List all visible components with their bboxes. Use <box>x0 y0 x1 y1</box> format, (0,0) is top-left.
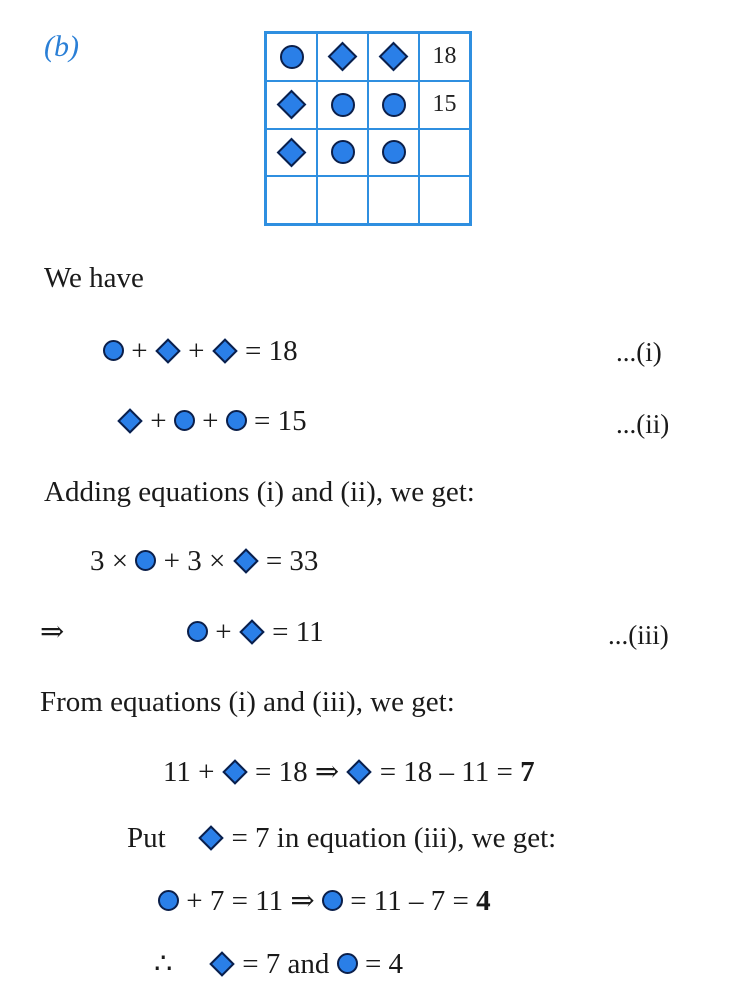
diamond-icon <box>117 408 142 433</box>
diamond-icon <box>198 825 223 850</box>
grid-sum: 18 <box>432 43 457 70</box>
equation-5 <box>163 754 535 790</box>
coefficient: 3 × <box>90 545 129 577</box>
put-text <box>127 820 556 856</box>
equation-6-answer: 4 <box>476 885 491 917</box>
circle-icon <box>280 45 304 69</box>
equation-2-tag: ...(ii) <box>616 409 670 439</box>
from-text: From equations (i) and (iii), we get: <box>40 686 455 718</box>
circle-icon <box>226 410 247 431</box>
circle-icon <box>135 550 156 571</box>
equation-4-rhs: = 11 <box>272 616 324 648</box>
circle-icon <box>331 140 355 164</box>
grid-cell <box>317 176 368 224</box>
equation-1-tag: ...(i) <box>616 337 662 367</box>
grid-cell <box>368 176 419 224</box>
diamond-icon <box>328 42 358 72</box>
plus-coefficient: + 3 × <box>163 545 226 577</box>
grid-cell <box>368 129 419 177</box>
grid-cell <box>419 33 470 81</box>
equation-2 <box>117 403 307 439</box>
we-have-text: We have <box>44 262 144 294</box>
diamond-icon <box>209 951 234 976</box>
equation-3-rhs: = 33 <box>265 545 319 577</box>
grid-cell <box>266 81 317 129</box>
diamond-icon <box>347 759 372 784</box>
grid-cell <box>266 176 317 224</box>
circle-icon <box>322 890 343 911</box>
final-b: = 4 <box>364 948 404 980</box>
circle-icon <box>382 140 406 164</box>
equation-1-rhs: = 18 <box>244 335 298 367</box>
grid-cell <box>266 129 317 177</box>
diamond-icon <box>277 138 307 168</box>
adding-text: Adding equations (i) and (ii), we get: <box>44 476 475 508</box>
diamond-icon <box>233 548 258 573</box>
final-a: = 7 and <box>242 948 330 980</box>
circle-icon <box>174 410 195 431</box>
put-pre: Put <box>127 822 166 854</box>
equation-6-mid: + 7 = 11 ⇒ <box>186 885 315 917</box>
circle-icon <box>158 890 179 911</box>
grid-cell <box>419 176 470 224</box>
grid-cell <box>419 81 470 129</box>
grid-sum: 15 <box>432 91 457 118</box>
equation-3 <box>90 543 318 579</box>
puzzle-grid <box>264 31 472 226</box>
equation-5-rhs: = 18 – 11 = <box>379 756 513 788</box>
grid-cell <box>317 33 368 81</box>
final-answer <box>154 946 403 982</box>
equation-4 <box>187 614 324 650</box>
plus-sign: + <box>188 335 205 367</box>
grid-cell <box>317 129 368 177</box>
equation-6 <box>158 883 491 919</box>
circle-icon <box>331 93 355 117</box>
grid-cell <box>317 81 368 129</box>
therefore-symbol: ∴ <box>154 948 173 980</box>
circle-icon <box>187 621 208 642</box>
equation-5-mid: = 18 ⇒ <box>255 756 340 788</box>
implies-arrow: ⇒ <box>40 616 65 648</box>
equation-6-rhs: = 11 – 7 = <box>350 885 469 917</box>
equation-5-lhs: 11 + <box>163 756 215 788</box>
grid-cell <box>368 81 419 129</box>
equation-2-rhs: = 15 <box>253 405 307 437</box>
circle-icon <box>337 953 358 974</box>
diamond-icon <box>379 42 409 72</box>
circle-icon <box>382 93 406 117</box>
put-post: = 7 in equation (iii), we get: <box>231 822 557 854</box>
plus-sign: + <box>131 335 148 367</box>
plus-sign: + <box>150 405 167 437</box>
grid-cell <box>368 33 419 81</box>
diamond-icon <box>222 759 247 784</box>
grid-cell <box>266 33 317 81</box>
equation-4-tag: ...(iii) <box>608 620 669 650</box>
diamond-icon <box>212 338 237 363</box>
equation-1 <box>103 333 298 369</box>
grid-cell <box>419 129 470 177</box>
diamond-icon <box>155 338 180 363</box>
plus-sign: + <box>202 405 219 437</box>
diamond-icon <box>239 619 264 644</box>
plus-sign: + <box>215 616 232 648</box>
equation-5-answer: 7 <box>520 756 535 788</box>
diamond-icon <box>277 90 307 120</box>
circle-icon <box>103 340 124 361</box>
part-label: (b) <box>44 30 79 63</box>
